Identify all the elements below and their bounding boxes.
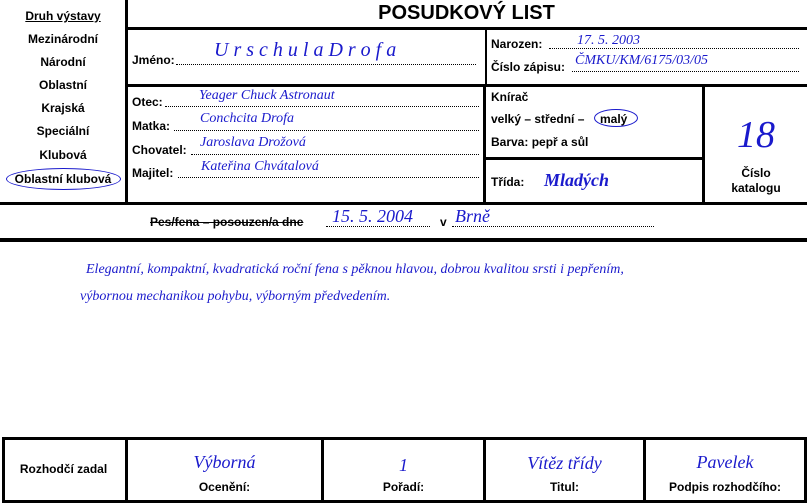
category-item: Národní — [40, 55, 86, 69]
class-value: Mladých — [544, 170, 609, 190]
category-item: Klubová — [39, 148, 87, 162]
judge-label: Rozhodčí zadal — [19, 462, 108, 476]
judged-date: 15. 5. 2004 — [332, 206, 413, 226]
evaluation-line-1: Elegantní, kompaktní, kvadratická roční fena s pěknou hlavou, dobrou kvalitou srsti i pepřením, — [86, 262, 624, 277]
title-label: Titul: — [549, 480, 580, 494]
catalog-number: 18 — [737, 114, 775, 156]
breeder-dots — [191, 154, 479, 155]
title-value: Vítěz třídy — [527, 453, 602, 473]
signature-value: Pavelek — [696, 452, 754, 472]
name-born-divider — [485, 30, 487, 86]
category-item-selected: Oblastní klubová — [14, 172, 112, 186]
born-value: 17. 5. 2003 — [577, 33, 640, 48]
grade-value: Výborná — [193, 452, 256, 472]
selection-circle — [6, 168, 121, 190]
category-item: Oblastní — [38, 78, 87, 92]
born-label: Narozen: — [491, 37, 543, 51]
judged-place: Brně — [455, 206, 490, 226]
breed-size-selected: malý — [600, 112, 628, 126]
parents-breed-divider — [483, 86, 486, 203]
title-underline — [125, 27, 807, 30]
size-selection-circle — [594, 109, 638, 127]
breed-class-divider — [485, 157, 703, 160]
category-item: Mezinárodní — [27, 32, 98, 46]
rank-label: Pořadí: — [382, 480, 425, 494]
category-item: Krajská — [41, 101, 85, 115]
breed-size-options: velký – střední – — [491, 112, 585, 126]
father-value: Yeager Chuck Astronaut — [199, 88, 335, 103]
category-item: Speciální — [36, 124, 90, 138]
father-dots — [165, 106, 479, 107]
owner-label: Majitel: — [132, 166, 174, 180]
category-header: Druh výstavy — [25, 9, 101, 23]
catalog-label-1: Číslo — [741, 166, 771, 180]
class-label: Třída: — [491, 175, 525, 189]
breed-color: Barva: pepř a sůl — [491, 135, 589, 149]
breeder-value: Jaroslava Drožová — [200, 135, 306, 150]
name-dots — [176, 64, 476, 65]
owner-dots — [178, 177, 479, 178]
grade-label: Ocenění: — [198, 480, 251, 494]
mother-dots — [174, 130, 479, 131]
breed-label: Knírač — [491, 90, 529, 104]
name-label: Jméno: — [132, 53, 175, 67]
breeder-label: Chovatel: — [132, 143, 187, 157]
judged-bottom-line — [0, 238, 807, 242]
page-title: POSUDKOVÝ LIST — [378, 2, 555, 24]
father-label: Otec: — [132, 95, 163, 109]
owner-value: Kateřina Chvátalová — [201, 159, 319, 174]
registry-label: Číslo zápisu: — [491, 60, 566, 74]
header-bottom-line — [0, 202, 807, 205]
catalog-label-2: katalogu — [731, 181, 781, 195]
rank-value: 1 — [399, 455, 408, 475]
mother-value: Conchcita Drofa — [200, 111, 294, 126]
name-value: U r s c h u l a D r o f a — [214, 39, 397, 61]
judged-prefix: Pes/fena – posouzen/a dne — [150, 215, 304, 229]
registry-dots — [572, 71, 799, 72]
mother-label: Matka: — [132, 119, 171, 133]
signature-label: Podpis rozhodčího: — [669, 480, 781, 494]
evaluation-line-2: výbornou mechanikou pohybu, výborným předvedením. — [80, 289, 391, 304]
judged-in-label: v — [440, 215, 447, 229]
registry-value: ČMKU/KM/6175/03/05 — [575, 53, 709, 68]
